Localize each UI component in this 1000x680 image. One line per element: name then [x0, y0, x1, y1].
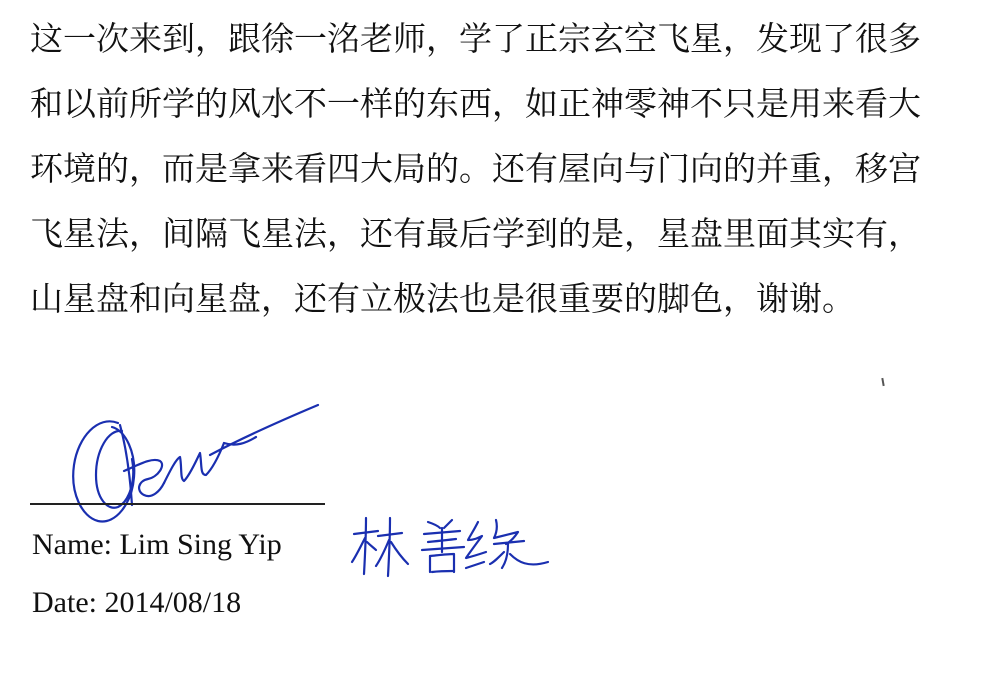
- paragraph-line: 环境的，而是拿来看四大局的。还有屋向与门向的并重，移宫: [30, 149, 921, 188]
- handwritten-signature: [60, 395, 360, 530]
- name-line: Name: Lim Sing Yip: [32, 528, 282, 561]
- paragraph-line: 和以前所学的风水不一样的东西，如正神零神不只是用来看大: [30, 84, 921, 123]
- paragraph-line: 这一次来到，跟徐一洺老师，学了正宗玄空飞星，发现了很多: [30, 19, 921, 58]
- scan-speck: [881, 378, 884, 386]
- testimonial-paragraph: [30, 6, 980, 331]
- date-line: Date: 2014/08/18: [32, 586, 242, 619]
- handwritten-chinese-name: [348, 512, 553, 580]
- paragraph-line: 飞星法，间隔飞星法，还有最后学到的是，星盘里面其实有，: [30, 214, 921, 253]
- signature-line: [30, 503, 325, 505]
- paragraph-line: 山星盘和向星盘，还有立极法也是很重要的脚色，谢谢。: [30, 279, 855, 318]
